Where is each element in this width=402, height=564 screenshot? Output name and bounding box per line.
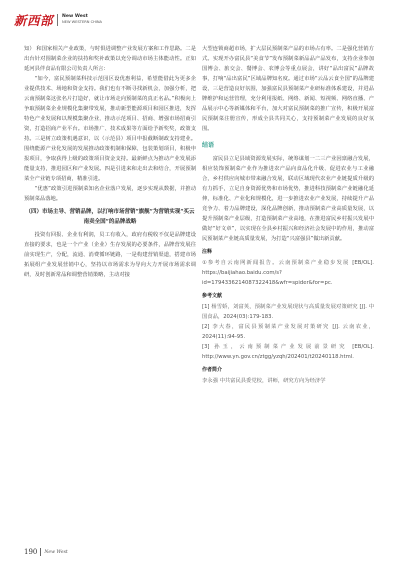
magazine-logo: 新西部: [14, 13, 54, 28]
left-paragraph-1: 知） 和国家相关产业政策，与时俱进调整产业发展方案和工作思路。二是出台针对围制菜企业的扶持和奖补政策以充分调动市场主体能动性。正如延河县伴食品有限公司负责人所言：: [24, 46, 196, 72]
reference-1: [1] 杨雪娇，刘富英，预制菜产业发展现状与高质量发展对策研究 [J]. 中国食品，2024(03):179-183.: [202, 304, 374, 320]
masthead-title-en: New West: [62, 14, 88, 20]
right-column: [202, 44, 374, 386]
footer-title: New West: [44, 549, 68, 555]
reference-3: [3] 孙玉，云南预制菜产业发展前景研究 [EB/OL]. http://www.yn.gov.cn/ztgg/yzqh/202401/t20240118.html.: [202, 344, 374, 360]
author-info: 李永强 中共富民县委党校，讲师，研究方向为经济学: [202, 378, 326, 384]
right-paragraph-2: 富民县立足县域资源发展实际，统筹谋划一二三产业因禀融合发展，相应装饰预制菜产业作为推进农产品向食品化升级、促进农业与工业融合，乡村供应向城市带来融合发展，联动区域现代农业产业链提质升级的有力抓手，立足自身资源优势和市场优势，推进科技预制菜产业链融化延伸，标准化、产业化和规模化，进一步推进农业产业发展，持续提升产品竞争力、着力品牌建设，深化品牌创新，推动预制菜产业高质量发展，以提升预制菜产业层级，打造预制菜产业高地，在推进富民乡村振兴发展中做好“好文章”，以实现在全县乡村振兴和经济社会发展中的作用，推动富民预制菜产业链高质量发展，为打造“兴富强县”做出新贡献。: [202, 156, 374, 242]
note-1: ①参考自云南网新闻报告。云南预制菜产业稳步发展 [EB/OL]. https://baijiahao.baidu.com/s?id=1794336214087322418&wfr=spider&for=pc.: [202, 260, 374, 286]
page-footer: [24, 548, 68, 556]
left-paragraph-4: 投资有回报、企业有利润，员工有收入，政府有税收不仅是品牌建设直接的要求，也是一个产业（企业）生存发展的必要条件，品牌营发展往前实现生产，分配，流通、消费循环链路，一是构建营销渠道，搭建市场拓展组产业发展营销中心，坚持以市场需求为导向大力开展市场需求调研，及时创新常品和调整营销策略，主动对接: [24, 232, 196, 278]
references-heading: 参考文献: [202, 293, 223, 299]
masthead-sub: NEW WESTERN CHINA: [62, 20, 102, 24]
page-number: 190: [24, 548, 38, 556]
reference-2: [2] 李大春，富民县预制菜产业发展对策研究 [J]. 云南农业，2024(11):94-95.: [202, 324, 374, 340]
masthead-divider: [57, 14, 58, 26]
left-column: [24, 44, 196, 280]
footer-divider: [40, 548, 41, 556]
masthead: [14, 11, 102, 29]
left-paragraph-2: “如今，富民预制菜科技示范园区设优惠利益，希望能借此为更多企业提供技术、场地和资金支持。我们也有不断寻找新机会，加强分析，把云南预制菜这张名片打造好，就让市场走向预制菜的真正名品。”积极向上争取预制菜企业规模化集聚带发展，推动新型能源项目和园区推进，发挥特色产业发展和以规模集聚企业，推动示范项目、招商、增强市场招商引资，打造招商产业平台。市场推广、技术成果等方面给予新奖奖，政策支持。三是树立政策机遇意识，以（示范县）项目申报截断制政支持建业。围绕能源产业化发展的发展推动政策机制和保障，包装策划项目，积极申报项目，争取获得上级的政策项目资金支持。最新鲜点为推动产业发展添能量支持，推进园区和产业发展。四是引进来和走出去和结合，开展预制菜全产业链专项招商，精准引进。: [24, 76, 196, 182]
right-paragraph-1: 大型连锁商超市场，扩大层民预制菜产品的市场占有率。二是强化营销方式。实现开办富民县“美食节”发布预制菜新品品产品发布，支持企业参加国博会、旅交会、餐博会、农博会等重点展会，讲好“品出富民”品牌故事，打响“品出富民”区域品牌知名度。通过市场“云品云食全国”的品牌建设，三是营造良好氛围，加强富民县预制菜产业研标准体系建设，并进品牌维护和运营管理，充分利用报纸、网络、新闻、短视频、网络直播、产品展示中心等新媒体和平台，加大对富民预制菜的推广宣传，积极开展富民预制菜注册宣传，形成全县共同关心，支持预制菜产业发展的良好氛围。: [202, 46, 374, 132]
author-heading: 作者简介: [202, 367, 223, 373]
masthead-subtitle: [62, 15, 102, 24]
left-paragraph-3: “优惠”政策引进预制菜知名企业落户发展，逐步实现从数据，并推动预制菜品落地。: [24, 186, 196, 202]
conclusion-heading: 结语: [202, 142, 215, 149]
section-subheading: （四）市场主导、营销品牌，以打响市场营销“旗舰”为营销实现“买云南卖全国”的品牌战略: [25, 209, 195, 225]
notes-heading: 注释: [202, 249, 213, 255]
